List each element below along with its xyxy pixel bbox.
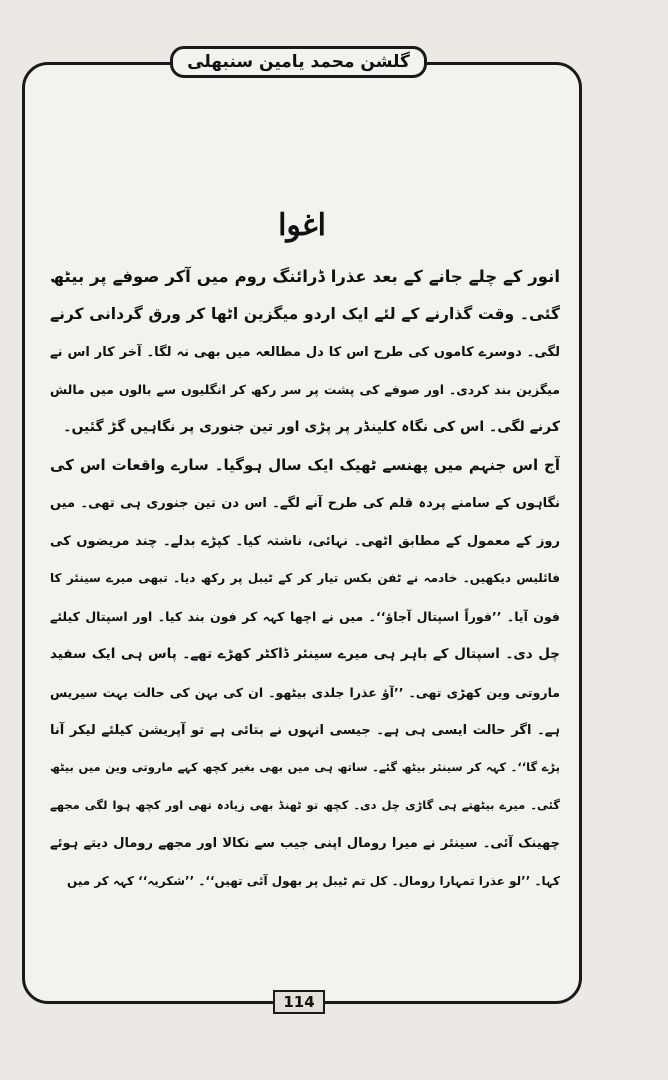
text-line: کہا۔ ’’لو عذرا تمہارا رومال۔ کل تم ٹیبل پر بھول آئی تھیں‘‘۔ ’’شکریہ‘‘ کہہ کر میں <box>67 873 560 888</box>
running-header <box>170 46 427 78</box>
text-line: فائلیس دیکھیں۔ خادمہ نے ٹفن بکس تیار کر کے ٹیبل پر رکھ دیا۔ تبھی میرے سینئر کا <box>50 571 560 586</box>
text-line: ماروتی وین کھڑی تھی۔ ’’آؤ عذرا جلدی بیٹھو۔ ان کی بہن کی حالت بہت سیریس <box>50 684 560 700</box>
text-line: فون آیا۔ ’’فوراً اسپتال آجاؤ‘‘۔ میں نے اچھا کہہ کر فون بند کیا۔ اور اسپتال کیلئے <box>50 609 560 625</box>
text-line: کرنے لگی۔ اس کی نگاہ کلینڈر پر پڑی اور تین جنوری پر نگاہیں گڑ گئیں۔ <box>63 419 560 436</box>
text-line: روز کے معمول کے مطابق اٹھی۔ نہائی، ناشتہ کیا۔ کپڑے بدلے۔ چند مریضوں کی <box>50 533 560 549</box>
text-line: ہے۔ اگر حالت ایسی ہی ہے۔ جیسی انہوں نے بتائی ہے تو آپریشن کیلئے لیکر آنا <box>50 722 560 738</box>
text-line: چھینک آئی۔ سینئر نے میرا رومال اپنی جیب سے نکالا اور مجھے رومال دیتے ہوئے <box>50 835 560 851</box>
text-line: چل دی۔ اسپتال کے باہر ہی میرے سینئر ڈاکٹر کھڑے تھے۔ پاس ہی ایک سفید <box>50 645 560 662</box>
text-line: میگزین بند کردی۔ اور صوفے کی پشت پر سر رکھ کر انگلیوں سے بالوں میں مالش <box>50 382 560 398</box>
page-number: 114 <box>273 990 325 1014</box>
story-title: اغوا <box>278 208 326 243</box>
text-line: گئی۔ میرے بیٹھتے ہی گاڑی چل دی۔ کچھ تو ٹھنڈ بھی زیادہ تھی اور کچھ ہوا لگی مجھے <box>50 798 560 813</box>
text-line: انور کے چلے جانے کے بعد عذرا ڈرائنگ روم میں آکر صوفے پر بیٹھ <box>50 267 560 286</box>
text-line: آج اس جنہم میں پھنسے ٹھیک ایک سال ہوگیا۔ سارے واقعات اس کی <box>50 455 560 474</box>
story-body <box>50 258 560 978</box>
text-line: پڑے گا‘‘۔ کہہ کر سینئر بیٹھ گئے۔ ساتھ ہی میں بھی بغیر کچھ کہے ماروتی وین میں بیٹھ <box>50 760 560 775</box>
text-line: نگاہوں کے سامنے پردہ قلم کی طرح آنے لگے۔ اس دن تین جنوری ہی تھی۔ میں <box>50 495 560 511</box>
author-name: گلشن محمد یامین سنبھلی <box>187 52 410 72</box>
text-line: لگی۔ دوسرے کاموں کی طرح اس کا دل مطالعہ میں بھی نہ لگا۔ آخر کار اس نے <box>50 344 560 360</box>
text-line: گئی۔ وقت گذارنے کے لئے ایک اردو میگزین اٹھا کر ورق گردانی کرنے <box>50 304 560 323</box>
